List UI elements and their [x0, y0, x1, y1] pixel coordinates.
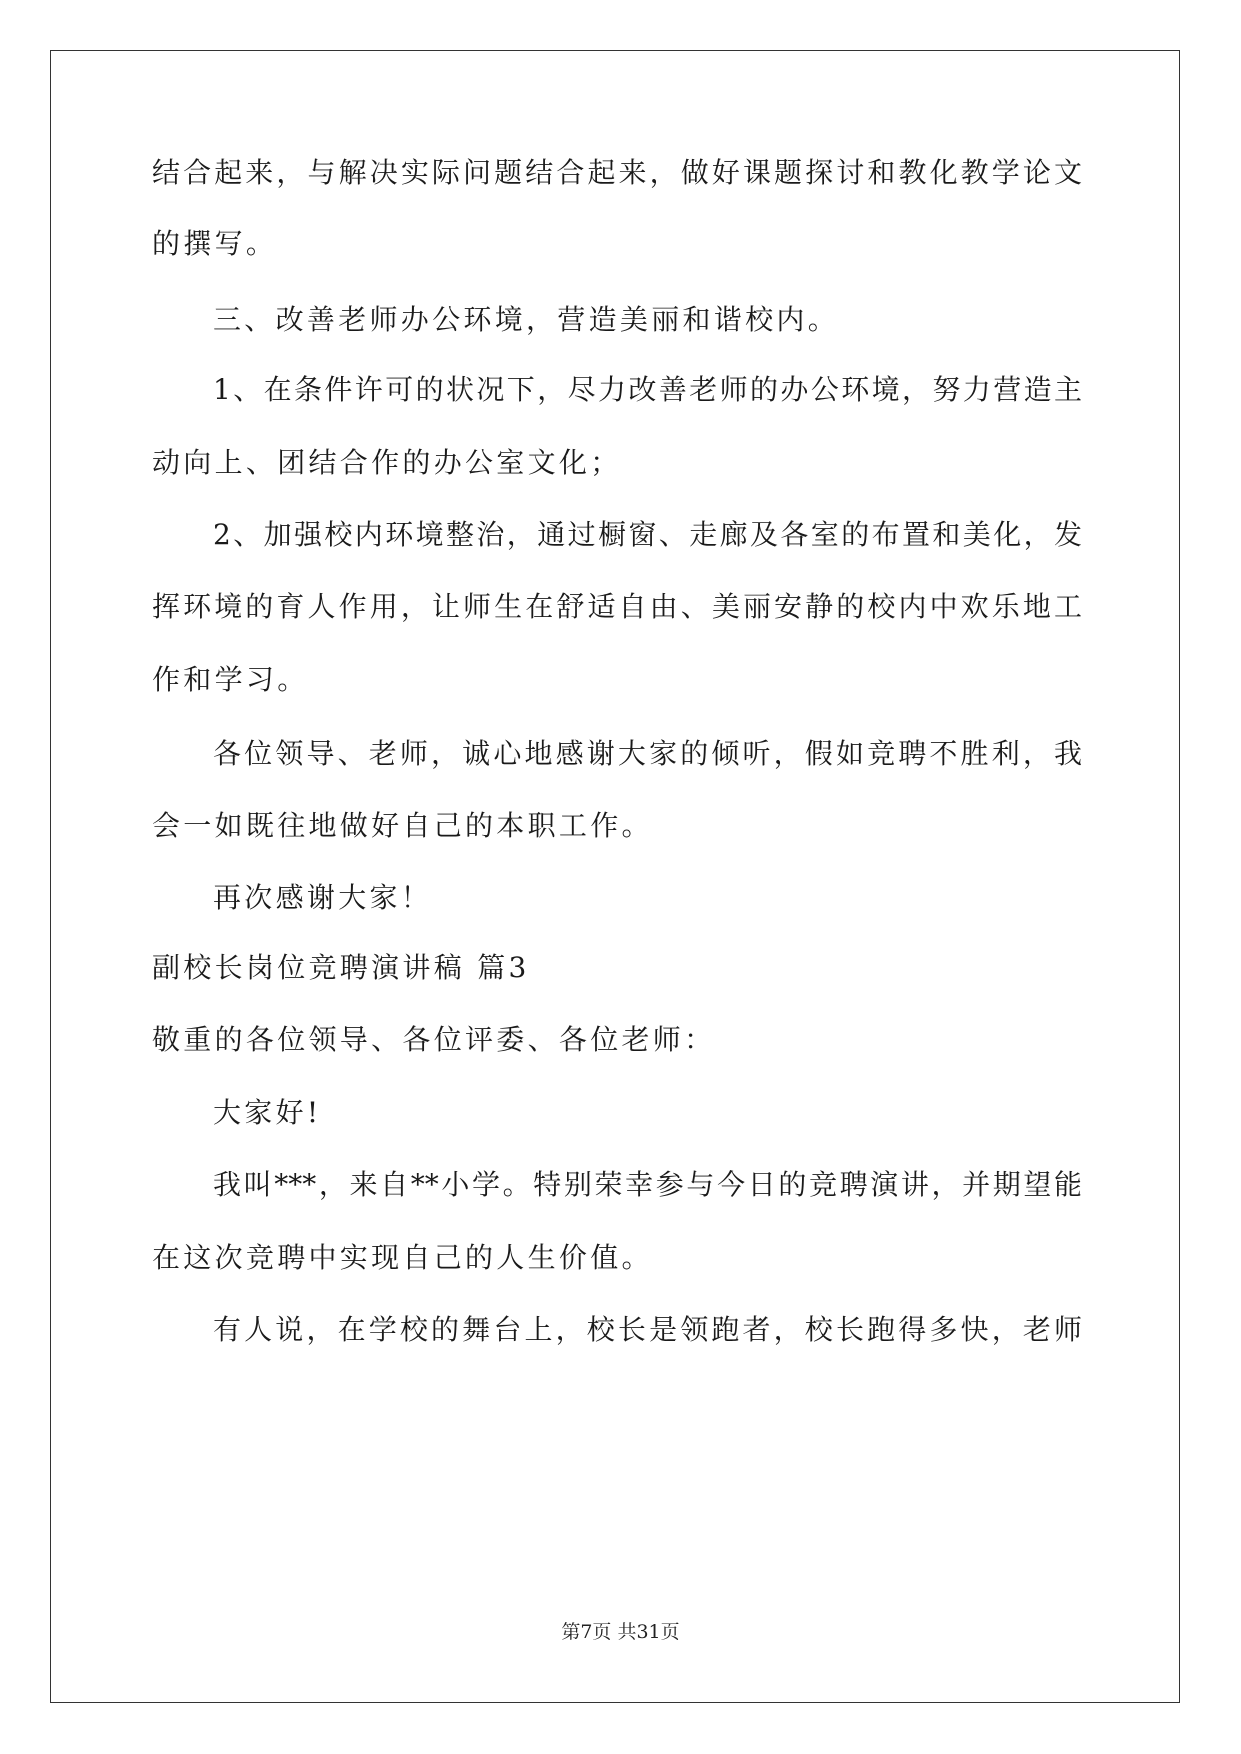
- paragraph-line: 有人说，在学校的舞台上，校长是领跑者，校长跑得多快，老师: [213, 1313, 1082, 1346]
- paragraph-line: 挥环境的育人作用，让师生在舒适自由、美丽安静的校内中欢乐地工: [152, 590, 1082, 623]
- paragraph-line: 我叫***，来自**小学。特别荣幸参与今日的竞聘演讲，并期望能: [213, 1168, 1082, 1201]
- paragraph-line: 的撰写。: [152, 227, 278, 260]
- paragraph-line: 作和学习。: [152, 663, 309, 696]
- paragraph-line: 动向上、团结合作的办公室文化；: [152, 446, 622, 479]
- paragraph-line: 会一如既往地做好自己的本职工作。: [152, 809, 653, 842]
- paragraph-line: 再次感谢大家！: [213, 881, 433, 914]
- greeting: 大家好!: [213, 1096, 322, 1129]
- paragraph-line: 1、在条件许可的状况下，尽力改善老师的办公环境，努力营造主: [213, 373, 1082, 406]
- paragraph-line: 结合起来，与解决实际问题结合起来，做好课题探讨和教化教学论文: [152, 156, 1082, 189]
- page-border: [50, 50, 1180, 1703]
- paragraph-line: 各位领导、老师，诚心地感谢大家的倾听，假如竞聘不胜利，我: [213, 737, 1082, 770]
- article-title: 副校长岗位竞聘演讲稿 篇3: [152, 951, 530, 984]
- page-number-footer: 第7页 共31页: [561, 1621, 680, 1643]
- paragraph-line: 2、加强校内环境整治，通过橱窗、走廊及各室的布置和美化，发: [213, 518, 1082, 551]
- section-heading: 三、改善老师办公环境，营造美丽和谐校内。: [213, 303, 840, 336]
- paragraph-line: 在这次竞聘中实现自己的人生价值。: [152, 1241, 653, 1274]
- salutation: 敬重的各位领导、各位评委、各位老师：: [152, 1023, 716, 1056]
